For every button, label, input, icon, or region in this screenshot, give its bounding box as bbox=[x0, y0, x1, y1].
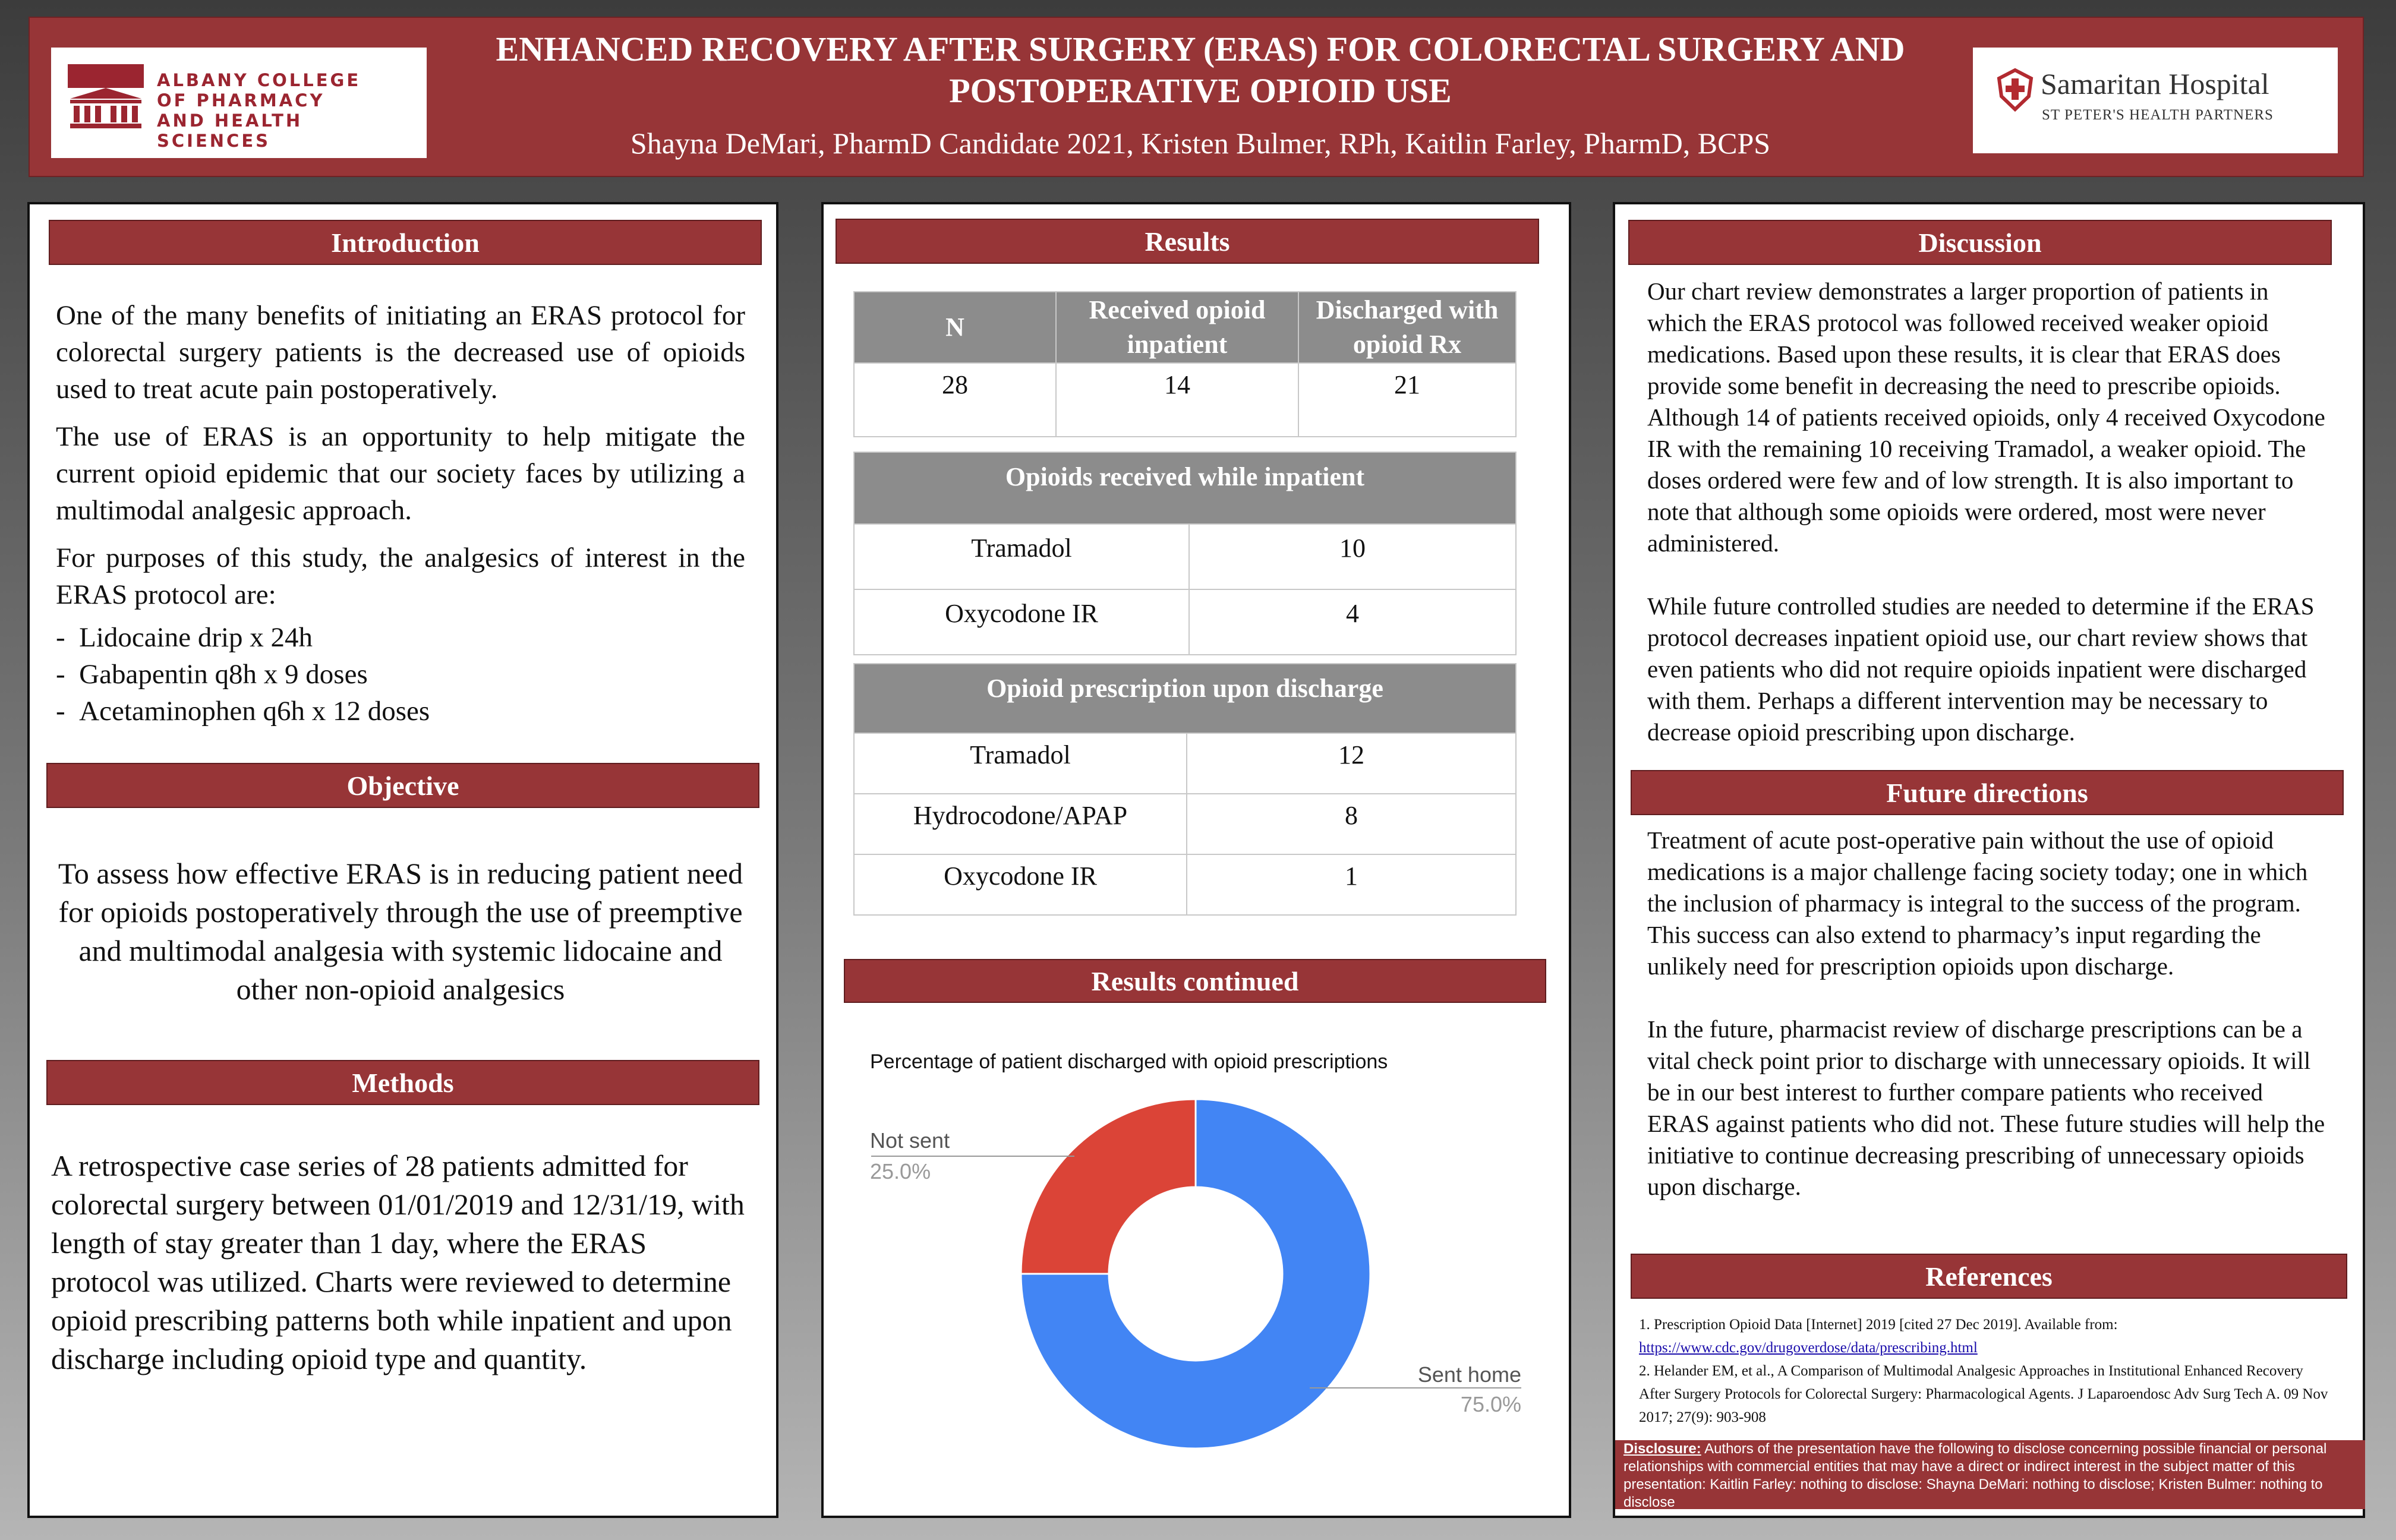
table-header-cell: Opioid prescription upon discharge bbox=[854, 664, 1516, 733]
table-row bbox=[854, 854, 1516, 915]
future-directions-body bbox=[1647, 825, 2331, 1203]
college-building-icon bbox=[64, 61, 147, 132]
results-heading: Results bbox=[836, 219, 1539, 264]
list-item: - Gabapentin q8h x 9 doses bbox=[56, 656, 745, 693]
slice-label: Sent home bbox=[1417, 1362, 1521, 1387]
table-cell: 8 bbox=[1187, 794, 1516, 854]
table-header-cell: Opioids received while inpatient bbox=[854, 452, 1516, 524]
table-header-row bbox=[854, 452, 1516, 524]
table-row bbox=[854, 524, 1516, 589]
table-header-cell: Received opioid inpatient bbox=[1056, 292, 1298, 363]
reference-link[interactable]: https://www.cdc.gov/drugoverdose/data/prescribing.html bbox=[1639, 1340, 1978, 1356]
table-cell: Tramadol bbox=[854, 524, 1189, 589]
table-row bbox=[854, 733, 1516, 794]
list-item: - Acetaminophen q6h x 12 doses bbox=[56, 693, 745, 730]
future-paragraph: Treatment of acute post-operative pain without the use of opioid medications is a major challenge facing society today; one in which the inclusion of pharmacy is integral to the success of the program. This success can also extend to pharmacy’s input regarding the unlikely need for prescription opioids upon discharge. bbox=[1647, 826, 2308, 980]
slice-percentage: 75.0% bbox=[1460, 1392, 1521, 1416]
reference-item: 2. Helander EM, et al., A Comparison of Multimodal Analgesic Approaches in Institutional Enhanced Recovery After Surgery Protocols for Colorectal Surgery: Pharmacological Agents. J Laparoendosc Adv Surg Tech A. 09 Nov 2017; 27(9): 903-908 bbox=[1639, 1363, 2328, 1425]
references-list bbox=[1639, 1313, 2328, 1429]
objective-text: To assess how effective ERAS is in reducing patient need for opioids postoperatively through the use of preemptive and multimodal analgesia with systemic lidocaine and other non-opioid analgesics bbox=[58, 857, 743, 1006]
disclosure-box bbox=[1615, 1440, 2365, 1509]
inpatient-opioids-table bbox=[853, 452, 1517, 655]
table-cell: Oxycodone IR bbox=[854, 589, 1189, 655]
future-paragraph: In the future, pharmacist review of discharge prescriptions can be a vital check point prior to discharge with unnecessary opioids. It will be in our best interest to further compare patients who received ERAS against patients who did not. These future studies will help the initiative to continue decreasing prescribing of unnecessary opioids upon discharge. bbox=[1647, 1015, 2325, 1200]
table-header-row bbox=[854, 664, 1516, 733]
introduction-paragraph: For purposes of this study, the analgesics of interest in the ERAS protocol are: bbox=[56, 542, 745, 610]
table-cell: 21 bbox=[1298, 363, 1516, 437]
hospital-name: Samaritan Hospital bbox=[2041, 67, 2269, 100]
table-cell: 28 bbox=[854, 363, 1056, 437]
slice-percentage: 25.0% bbox=[870, 1159, 931, 1184]
discussion-paragraph: Our chart review demonstrates a larger proportion of patients in which the ERAS protocol was followed received weaker opioid medications. Based upon these results, it is clear that ERAS does provide some benefit in decreasing the need to prescribe opioids. Although 14 of patients received opioids, only 4 received Oxycodone IR with the remaining 10 receiving Tramadol, a weaker opioid. The doses ordered were few and of low strength. It is also important to note that although some opioids were ordered, most were never administered. bbox=[1647, 277, 2325, 557]
college-logo bbox=[51, 48, 427, 158]
table-header-row bbox=[854, 292, 1516, 363]
shield-cross-icon bbox=[1997, 68, 2034, 112]
slice-label: Not sent bbox=[870, 1128, 950, 1153]
table-cell: 14 bbox=[1056, 363, 1298, 437]
discussion-paragraph: While future controlled studies are needed to determine if the ERAS protocol decreases inpatient opioid use, our chart review shows that even patients who did not require opioids inpatient were discharged with them. Perhaps a different intervention may be necessary to decrease opioid prescribing upon discharge. bbox=[1647, 592, 2315, 746]
disclosure-text: Authors of the presentation have the following to disclose concerning possible financial or personal relationships with commercial entities that may have a direct or indirect interest in the subject matter of this presentation: Kaitlin Farley: nothing to disclose: Shayna DeMari: nothing to disclose; Kristen Bulmer: nothing to disclose bbox=[1623, 1441, 2327, 1509]
table-cell: 1 bbox=[1187, 854, 1516, 915]
table-cell: 4 bbox=[1189, 589, 1516, 655]
table-cell: Hydrocodone/APAP bbox=[854, 794, 1187, 854]
table-row bbox=[854, 363, 1516, 437]
results-summary-table bbox=[853, 291, 1517, 437]
table-cell: Oxycodone IR bbox=[854, 854, 1187, 915]
table-cell: 12 bbox=[1187, 733, 1516, 794]
introduction-heading: Introduction bbox=[49, 220, 762, 265]
college-name: ALBANY COLLEGE OF PHARMACY AND HEALTH SCIENCES bbox=[157, 70, 361, 151]
discussion-body bbox=[1647, 276, 2331, 748]
methods-heading: Methods bbox=[46, 1060, 759, 1105]
donut-chart bbox=[832, 1034, 1563, 1468]
introduction-body bbox=[56, 297, 745, 730]
poster-authors: Shayna DeMari, PharmD Candidate 2021, Kristen Bulmer, RPh, Kaitlin Farley, PharmD, BCPS bbox=[630, 127, 1771, 160]
table-row bbox=[854, 589, 1516, 655]
introduction-paragraph: One of the many benefits of initiating an ERAS protocol for colorectal surgery patients is the decreased use of opioids used to treat acute pain postoperatively. bbox=[56, 300, 745, 405]
chart-title: Percentage of patient discharged with opioid prescriptions bbox=[870, 1050, 1388, 1073]
objective-heading: Objective bbox=[46, 763, 759, 808]
discussion-heading: Discussion bbox=[1628, 220, 2332, 265]
discharge-opioids-table bbox=[853, 663, 1517, 916]
disclosure-label: Disclosure: bbox=[1623, 1441, 1701, 1457]
references-heading: References bbox=[1631, 1254, 2347, 1299]
table-cell: 10 bbox=[1189, 524, 1516, 589]
table-cell: Tramadol bbox=[854, 733, 1187, 794]
results-continued-heading: Results continued bbox=[844, 959, 1546, 1003]
methods-text: A retrospective case series of 28 patients admitted for colorectal surgery between 01/01/2019 and 12/31/19, with length of stay greater than 1 day, where the ERAS protocol was utilized. Charts were reviewed to determine opioid prescribing patterns both while inpatient and upon discharge including opioid type and quantity. bbox=[51, 1149, 745, 1375]
introduction-paragraph: The use of ERAS is an opportunity to help mitigate the current opioid epidemic that our society faces by utilizing a multimodal analgesic approach. bbox=[56, 421, 745, 526]
list-item: - Lidocaine drip x 24h bbox=[56, 619, 745, 656]
hospital-subtitle: ST PETER'S HEALTH PARTNERS bbox=[2042, 107, 2274, 123]
future-directions-heading: Future directions bbox=[1631, 770, 2344, 815]
table-header-cell: N bbox=[854, 292, 1056, 363]
analgesics-list bbox=[56, 619, 745, 730]
table-row bbox=[854, 794, 1516, 854]
hospital-logo bbox=[1973, 48, 2338, 153]
poster-title: ENHANCED RECOVERY AFTER SURGERY (ERAS) FOR COLORECTAL SURGERY AND POSTOPERATIVE OPIOID USE bbox=[496, 30, 1905, 110]
donut-slice-not-sent bbox=[1021, 1099, 1196, 1274]
reference-item: 1. Prescription Opioid Data [Internet] 2019 [cited 27 Dec 2019]. Available from: bbox=[1639, 1317, 2118, 1333]
table-header-cell: Discharged with opioid Rx bbox=[1298, 292, 1516, 363]
